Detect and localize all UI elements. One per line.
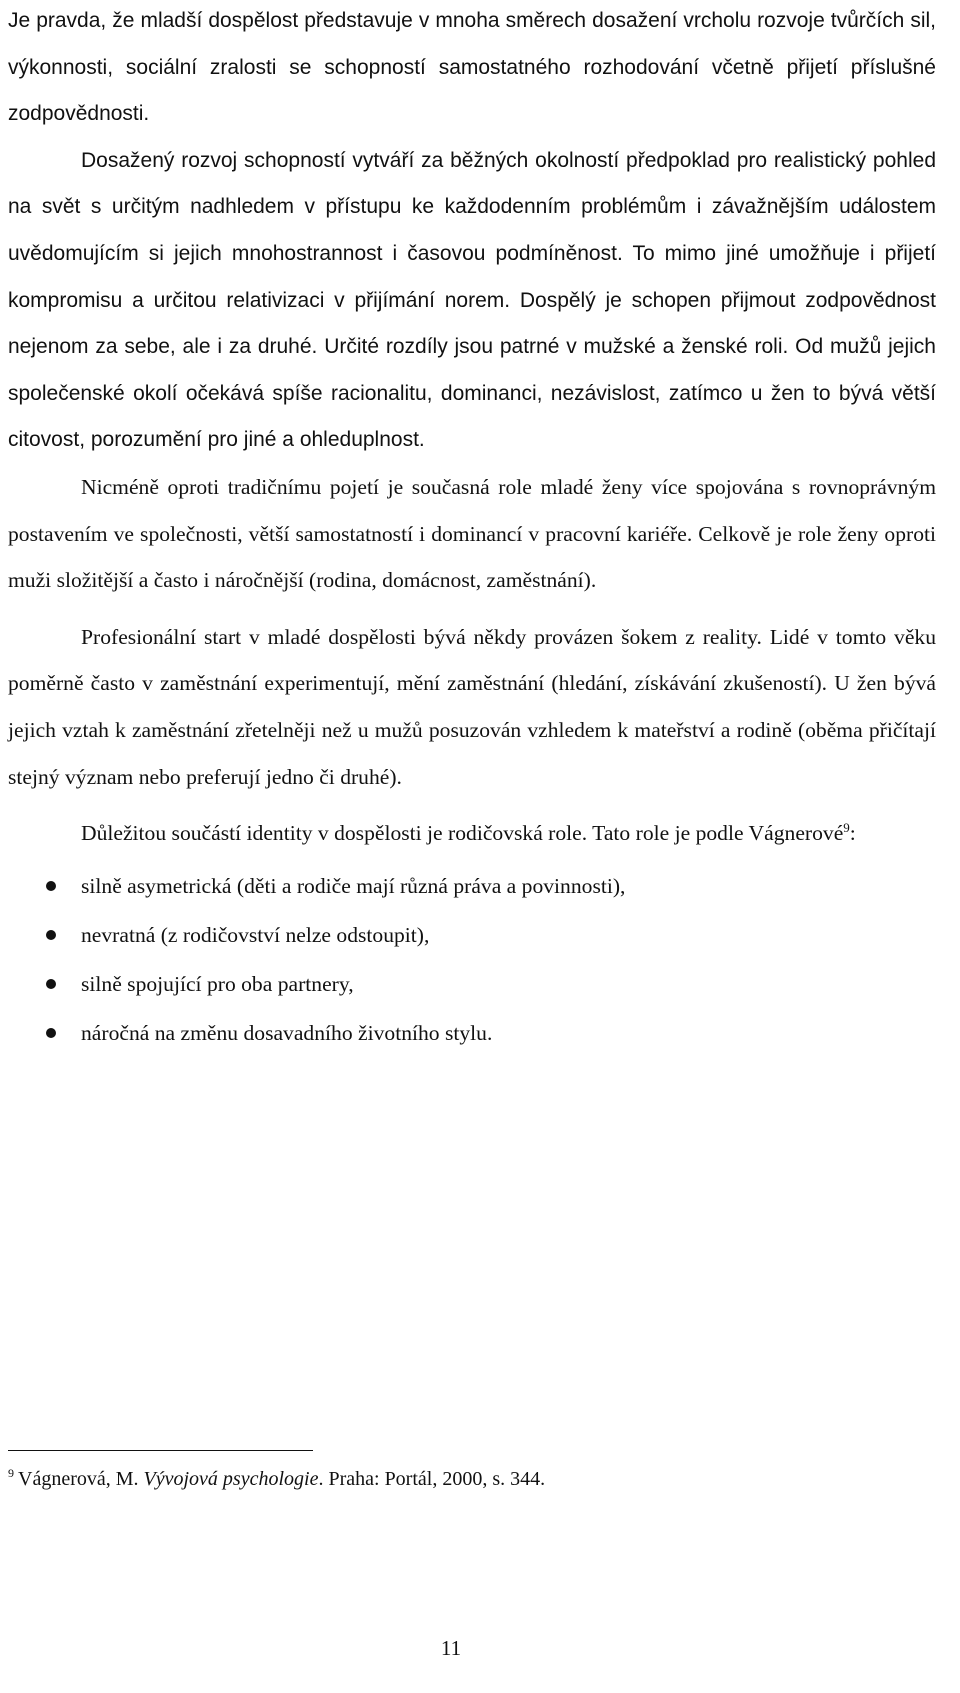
footnote-number: 9 bbox=[8, 1466, 14, 1481]
footnote bbox=[8, 1465, 545, 1493]
list-item-text: nevratná (z rodičovství nelze odstoupit), bbox=[81, 922, 430, 947]
identity-text: Důležitou součástí identity v dospělosti je rodičovská role. Tato role je podle Vágnerové bbox=[81, 821, 844, 846]
body-text bbox=[8, 0, 936, 1059]
paragraph-gap bbox=[8, 800, 936, 810]
paragraph-3: Nicméně oproti tradičnímu pojetí je současná role mladé ženy více spojována s rovnoprávným postavením ve společnosti, větší samostatností i dominancí v pracovní kariéře. Celkově je role ženy oproti muži složitější a často i náročnější (rodina, domácnost, zaměstnání). bbox=[8, 474, 936, 593]
paragraph-2: Dosažený rozvoj schopností vytváří za běžných okolností předpoklad pro realistický pohled na svět s určitým nadhledem v přístupu ke každodenním problémům i závažnějším událostem uvědomujícím si jejich mnohostrannost i časovou podmíněnost. To mimo jiné umožňuje i přijetí kompromisu a určitou relativizaci v přijímání norem. Dospělý je schopen přijmout zodpovědnost nejenom za sebe, ale i za druhé. Určité rozdíly jsou patrné v mužské a ženské roli. Od mužů jejich společenské okolí očekává spíše racionalitu, dominanci, nezávislost, zatímco u žen to bývá větší citovost, porozumění pro jiné a ohleduplnost. bbox=[8, 148, 936, 452]
list-item-text: silně asymetrická (děti a rodiče mají různá práva a povinnosti), bbox=[81, 873, 626, 898]
list-item bbox=[8, 863, 936, 912]
paragraph-4: Profesionální start v mladé dospělosti bývá někdy provázen šokem z reality. Lidé v tomto věku poměrně často v zaměstnání experimentují, mění zaměstnání (hledání, získávání zkušeností). U žen bývá jejich vztah k zaměstnání zřetelněji než u mužů posuzován vzhledem k mateřství a rodině (oběma přičítají stejný význam nebo preferují jedno či druhé). bbox=[8, 624, 936, 789]
list-item-text: náročná na změnu dosavadního životního stylu. bbox=[81, 1020, 493, 1045]
bullet-icon bbox=[46, 930, 56, 940]
list-item-text: silně spojující pro oba partnery, bbox=[81, 971, 354, 996]
bullet-icon bbox=[46, 1028, 56, 1038]
list-item bbox=[8, 912, 936, 961]
identity-suffix: : bbox=[849, 821, 856, 846]
paragraph-5 bbox=[8, 810, 936, 857]
bullet-list bbox=[8, 863, 936, 1059]
footnote-reference: 9 bbox=[843, 819, 850, 835]
document-page bbox=[8, 0, 936, 1693]
footnote-separator bbox=[8, 1450, 313, 1451]
footnote-title: Vývojová psychologie bbox=[143, 1468, 319, 1490]
paragraph-gap bbox=[8, 604, 936, 614]
bullet-icon bbox=[46, 881, 56, 891]
paragraph-1: Je pravda, že mladší dospělost představuje v mnoha směrech dosažení vrcholu rozvoje tvůrčích sil, výkonnosti, sociální zralosti se schopností samostatného rozhodování včetně přijetí příslušné zodpovědnosti. bbox=[8, 9, 936, 126]
list-item bbox=[8, 961, 936, 1010]
bullet-icon bbox=[46, 979, 56, 989]
footnote-author: Vágnerová, M. bbox=[18, 1468, 139, 1490]
footnote-rest: . Praha: Portál, 2000, s. 344. bbox=[318, 1468, 546, 1490]
page-number: 11 bbox=[440, 1636, 462, 1660]
list-item bbox=[8, 1010, 936, 1059]
